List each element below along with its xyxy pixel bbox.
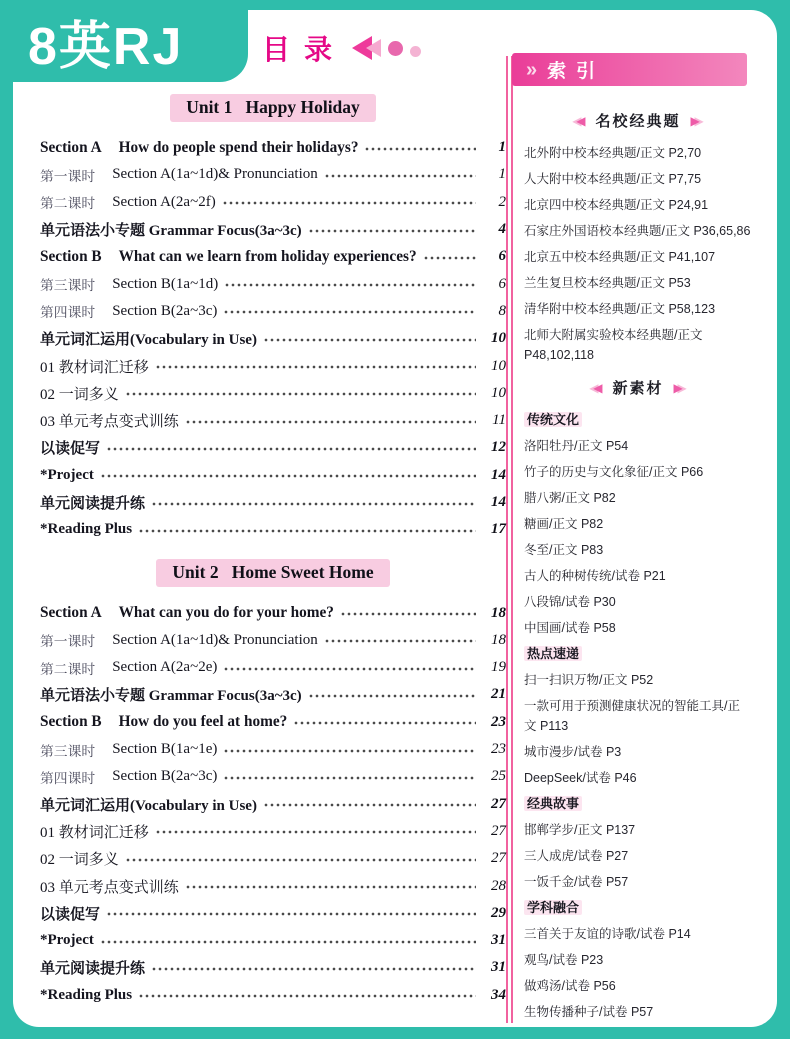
dots-leader <box>186 420 476 424</box>
toc-row-page: 27 <box>491 795 506 812</box>
index-entries <box>524 410 752 1022</box>
toc-row <box>40 982 506 1009</box>
toc-row-label: *Project <box>40 932 94 949</box>
index-entry-text: 北师大附属实验校本经典题/正文 P48,102,118 <box>524 328 703 362</box>
index-entry-text: 冬至/正文 P83 <box>524 543 604 557</box>
toc-row-page: 1 <box>498 166 506 183</box>
index-entry-text: 糖画/正文 P82 <box>524 517 604 531</box>
dots-leader <box>126 858 476 862</box>
toc-row <box>40 654 506 681</box>
index-entry <box>524 742 752 762</box>
index-entry <box>524 247 752 267</box>
dots-leader <box>152 502 476 506</box>
index-entry-text: 腊八粥/正文 P82 <box>524 491 616 505</box>
index-entry <box>524 644 752 664</box>
index-entry <box>524 195 752 215</box>
index-entry-text: 扫一扫识万物/正文 P52 <box>524 673 654 687</box>
toc-row-page: 18 <box>491 604 506 621</box>
toc-row-label: *Reading Plus <box>40 986 133 1003</box>
toc-row-label: Section A(1a~1d)& Pronunciation <box>112 631 318 648</box>
toc-row-page: 10 <box>491 357 506 374</box>
toc-row-label: 单元词汇运用(Vocabulary in Use) <box>40 797 257 814</box>
toc-row-page: 12 <box>491 439 506 456</box>
toc-row-label: 02 一词多义 <box>40 386 119 403</box>
ribbon-arrow-light-icon <box>366 39 381 57</box>
toc-row-label: 02 一词多义 <box>40 852 119 869</box>
column-divider <box>506 56 513 1023</box>
toc-row-page: 19 <box>491 659 506 676</box>
toc-row-page: 31 <box>491 932 506 949</box>
index-entry <box>524 169 752 189</box>
index-entry-text: 北京四中校本经典题/正文 P24,91 <box>524 198 709 212</box>
toc-row <box>40 462 506 489</box>
dots-leader <box>341 612 476 616</box>
index-entry-text: DeepSeek/试卷 P46 <box>524 771 637 785</box>
index-entry-text: 八段锦/试卷 P30 <box>524 595 616 609</box>
toc-row-label: Section B(2a~3c) <box>112 302 218 319</box>
unit-title-text: Unit 2 Home Sweet Home <box>156 559 389 587</box>
toc-row-label: What can you do for your home? <box>118 604 334 622</box>
toc-row-prefix: Section A <box>40 138 102 156</box>
index-entry <box>524 592 752 612</box>
toc-row-label: Section B(1a~1e) <box>112 741 218 758</box>
toc-row-page: 1 <box>498 139 506 156</box>
index-entry-text: 传统文化 <box>524 412 582 427</box>
index-entry <box>524 221 752 241</box>
dots-leader <box>186 885 476 889</box>
toc-row-label: 03 单元考点变式训练 <box>40 879 179 896</box>
index-section-title <box>524 377 752 398</box>
dots-leader <box>325 174 476 178</box>
index-entries <box>524 143 752 365</box>
toc-row-label: Section A(2a~2e) <box>112 659 218 676</box>
toc-row-prefix: 第四课时 <box>40 305 96 321</box>
toc-row <box>40 736 506 763</box>
index-entry <box>524 514 752 534</box>
index-entry-text: 北京五中校本经典题/正文 P41,107 <box>524 250 716 264</box>
index-entry <box>524 872 752 892</box>
index-entry <box>524 696 752 736</box>
toc-row <box>40 134 506 161</box>
toc-row-page: 28 <box>491 877 506 894</box>
toc-row <box>40 189 506 216</box>
index-entry-text: 中国画/试卷 P58 <box>524 621 616 635</box>
toc-row-label: What can we learn from holiday experiences? <box>118 247 417 265</box>
index-entry <box>524 768 752 788</box>
unit-title <box>40 94 506 122</box>
unit-title <box>40 559 506 587</box>
index-entry <box>524 976 752 996</box>
index-entry-text: 石家庄外国语校本经典题/正文 P36,65,86 <box>524 224 751 238</box>
index-banner <box>512 53 747 86</box>
toc-row-label: 单元语法小专题 Grammar Focus(3a~3c) <box>40 688 302 705</box>
toc-row-page: 10 <box>491 384 506 401</box>
book-logo-text: 8英RJ <box>28 17 184 76</box>
dots-leader <box>156 365 476 369</box>
dots-leader <box>225 283 476 287</box>
index-section-title <box>524 110 752 131</box>
toc-row-page: 21 <box>491 686 506 703</box>
toc-row <box>40 243 506 270</box>
index-section <box>524 110 752 365</box>
dots-leader <box>152 967 476 971</box>
toc-row-page: 6 <box>498 248 506 265</box>
dots-leader <box>101 940 476 944</box>
index-entry-text: 清华附中校本经典题/正文 P58,123 <box>524 302 716 316</box>
index-entry-text: 三人成虎/试卷 P27 <box>524 849 629 863</box>
toc-row-label: 03 单元考点变式训练 <box>40 414 179 431</box>
index-entry <box>524 540 752 560</box>
dots-leader <box>101 474 476 478</box>
toc-row-prefix: Section B <box>40 247 102 265</box>
toc-row-label: 以读促写 <box>40 441 101 458</box>
toc-unit <box>40 94 506 543</box>
toc-row-label: 01 教材词汇迁移 <box>40 824 149 841</box>
index-entry-text: 一款可用于预测健康状况的智能工具/正文 P113 <box>524 699 740 733</box>
dots-leader <box>223 201 476 205</box>
toc-unit <box>40 559 506 1008</box>
index-entry <box>524 488 752 508</box>
dots-leader <box>224 776 476 780</box>
dots-leader <box>325 639 476 643</box>
dots-leader <box>156 830 476 834</box>
toc-row-page: 29 <box>491 904 506 921</box>
toc-row-page: 10 <box>491 330 506 347</box>
toc-row <box>40 872 506 899</box>
dots-leader <box>107 912 476 916</box>
index-entry-text: 学科融合 <box>524 900 582 915</box>
book-logo <box>0 0 248 82</box>
toc-row-label: 01 教材词汇迁移 <box>40 359 149 376</box>
toc-row-page: 23 <box>491 713 506 730</box>
title-decoration <box>352 36 421 60</box>
index-entry-text: 三首关于友谊的诗歌/试卷 P14 <box>524 927 691 941</box>
dots-leader <box>264 803 476 807</box>
dots-leader <box>264 338 476 342</box>
toc-row-label: 单元词汇运用(Vocabulary in Use) <box>40 332 257 349</box>
index-entry-text: 北外附中校本经典题/正文 P2,70 <box>524 146 702 160</box>
toc-row-prefix: 第二课时 <box>40 661 96 677</box>
dots-leader <box>309 694 476 698</box>
toc-row <box>40 325 506 352</box>
index-entry <box>524 299 752 319</box>
toc-row-prefix: 第四课时 <box>40 770 96 786</box>
toc-row <box>40 709 506 736</box>
toc-row-page: 6 <box>498 275 506 292</box>
right-bracket-icon: ▶ <box>690 113 700 128</box>
dots-leader <box>294 721 476 725</box>
dots-leader <box>107 447 476 451</box>
toc-row-page: 27 <box>491 822 506 839</box>
index-column <box>524 98 752 1028</box>
dots-leader <box>139 529 476 533</box>
toc-row <box>40 627 506 654</box>
dots-leader <box>224 667 476 671</box>
unit-rows <box>40 599 506 1008</box>
index-entry-text: 做鸡汤/试卷 P56 <box>524 979 616 993</box>
toc-row-label: How do people spend their holidays? <box>118 138 359 156</box>
toc-row <box>40 352 506 379</box>
toc-row-prefix: Section B <box>40 713 102 731</box>
toc-row-page: 14 <box>491 466 506 483</box>
index-entry <box>524 618 752 638</box>
index-entry-text: 热点速递 <box>524 646 582 661</box>
dots-leader <box>224 749 476 753</box>
index-entry-text: 经典故事 <box>524 796 582 811</box>
toc-row-page: 31 <box>491 959 506 976</box>
index-entry <box>524 820 752 840</box>
index-entry <box>524 410 752 430</box>
toc-row-page: 4 <box>498 221 506 238</box>
index-banner-label: 索引 <box>547 61 606 82</box>
toc-row <box>40 216 506 243</box>
index-entry-text: 洛阳牡丹/正文 P54 <box>524 439 629 453</box>
toc-row-page: 25 <box>491 768 506 785</box>
toc-row <box>40 434 506 461</box>
toc-row-page: 18 <box>491 631 506 648</box>
index-entry-text: 人大附中校本经典题/正文 P7,75 <box>524 172 702 186</box>
index-entry-text: 邯郸学步/正文 P137 <box>524 823 636 837</box>
left-bracket-icon: ◀ <box>593 380 603 395</box>
index-entry <box>524 898 752 918</box>
toc-row <box>40 489 506 516</box>
index-entry <box>524 462 752 482</box>
toc-row-label: 以读促写 <box>40 906 101 923</box>
toc-row-page: 34 <box>491 986 506 1003</box>
toc-row-label: 单元阅读提升练 <box>40 961 146 978</box>
toc-row-prefix: 第一课时 <box>40 168 96 184</box>
toc-row-label: Section B(1a~1d) <box>112 275 219 292</box>
index-entry <box>524 436 752 456</box>
toc-row-page: 8 <box>498 302 506 319</box>
toc-row-page: 27 <box>491 850 506 867</box>
toc-row <box>40 681 506 708</box>
index-entry-text: 一饭千金/试卷 P57 <box>524 875 629 889</box>
left-bracket-icon: ◀ <box>576 113 586 128</box>
index-entry <box>524 273 752 293</box>
toc-row-label: Section B(2a~3c) <box>112 768 218 785</box>
index-entry <box>524 794 752 814</box>
toc-row <box>40 954 506 981</box>
toc-row-label: Section A(1a~1d)& Pronunciation <box>112 166 318 183</box>
toc-row-prefix: 第三课时 <box>40 743 96 759</box>
toc-row-page: 14 <box>491 494 506 510</box>
dots-leader <box>139 994 476 998</box>
index-entry <box>524 670 752 690</box>
index-section <box>524 377 752 1022</box>
toc-row-prefix: 第一课时 <box>40 634 96 650</box>
dots-leader <box>224 310 476 314</box>
toc-row <box>40 407 506 434</box>
index-entry-text: 城市漫步/试卷 P3 <box>524 745 622 759</box>
toc-row <box>40 818 506 845</box>
dot-icon <box>388 41 403 56</box>
index-entry <box>524 1002 752 1022</box>
toc-row-prefix: 第三课时 <box>40 278 96 294</box>
unit-title-text: Unit 1 Happy Holiday <box>170 94 376 122</box>
toc-row-page: 23 <box>491 741 506 758</box>
toc-row-page: 2 <box>498 193 506 210</box>
right-bracket-icon: ▶ <box>673 380 683 395</box>
dots-leader <box>126 392 476 396</box>
index-entry <box>524 143 752 163</box>
unit-rows <box>40 134 506 543</box>
toc-row-label: Section A(2a~2f) <box>112 193 216 210</box>
toc-row <box>40 791 506 818</box>
toc-row <box>40 298 506 325</box>
toc-row <box>40 845 506 872</box>
index-entry <box>524 566 752 586</box>
index-section-title-text: 名校经典题 <box>595 113 681 130</box>
index-entry-text: 生物传播种子/试卷 P57 <box>524 1005 654 1019</box>
page-title: 目录 <box>262 34 347 65</box>
index-entry <box>524 924 752 944</box>
index-entry-text: 观鸟/试卷 P23 <box>524 953 604 967</box>
toc-row <box>40 380 506 407</box>
dot-icon <box>410 46 421 57</box>
index-entry-text: 兰生复旦校本经典题/正文 P53 <box>524 276 691 290</box>
dots-leader <box>365 147 476 151</box>
toc-row <box>40 516 506 543</box>
index-entry-text: 古人的种树传统/试卷 P21 <box>524 569 666 583</box>
toc-row-label: *Reading Plus <box>40 521 133 538</box>
toc-row <box>40 900 506 927</box>
toc-row-label: How do you feel at home? <box>118 713 288 731</box>
toc-row-label: *Project <box>40 466 94 483</box>
dots-leader <box>424 256 476 260</box>
toc-row-page: 11 <box>492 412 506 429</box>
table-of-contents <box>40 90 506 1009</box>
toc-row-prefix: Section A <box>40 604 102 622</box>
toc-row-prefix: 第二课时 <box>40 196 96 212</box>
toc-row-label: 单元语法小专题 Grammar Focus(3a~3c) <box>40 223 302 240</box>
index-section-title-text: 新素材 <box>612 380 664 397</box>
index-entry <box>524 846 752 866</box>
dots-leader <box>309 229 476 233</box>
toc-row <box>40 763 506 790</box>
index-entry-text: 竹子的历史与文化象征/正文 P66 <box>524 465 704 479</box>
toc-row <box>40 927 506 954</box>
toc-row-label: 单元阅读提升练 <box>40 496 146 512</box>
toc-row <box>40 161 506 188</box>
toc-row-page: 17 <box>491 521 506 538</box>
toc-row <box>40 270 506 297</box>
index-entry <box>524 950 752 970</box>
chevrons-icon: » <box>526 58 538 81</box>
index-entry <box>524 325 752 365</box>
toc-row <box>40 599 506 626</box>
